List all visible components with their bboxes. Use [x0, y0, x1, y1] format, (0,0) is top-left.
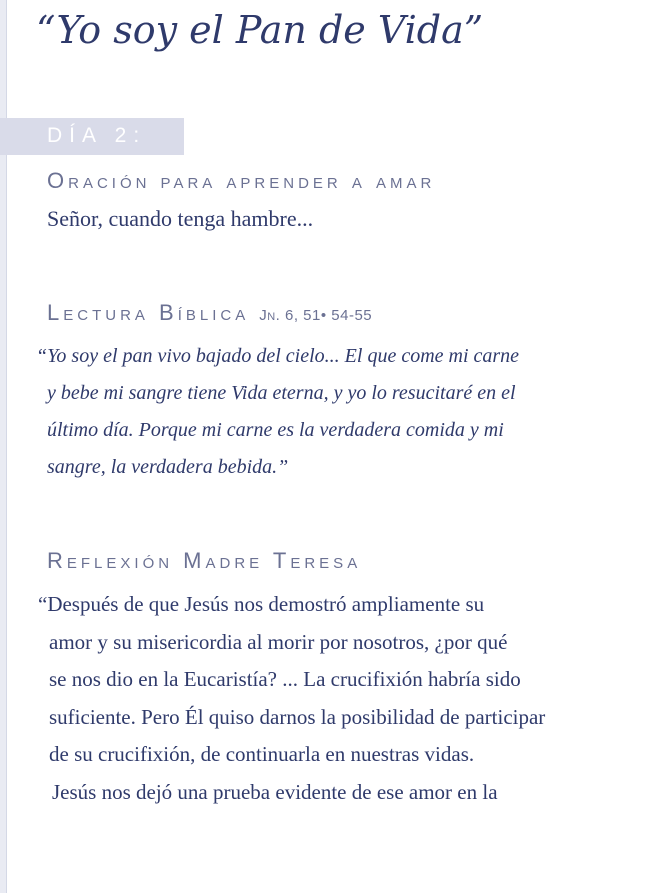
reading-heading-label: Lectura Bíblica [47, 300, 250, 325]
reflection-line: se nos dio en la Eucaristía? ... La crucifixión habría sido [49, 667, 521, 691]
prayer-heading: Oración para aprender a amar [47, 168, 436, 193]
reading-heading [47, 300, 372, 326]
reflection-line: Jesús nos dejó una prueba evidente de ese amor en la [52, 779, 498, 804]
page-title: “Yo soy el Pan de Vida” [36, 8, 484, 52]
reading-line: último día. Porque mi carne es la verdadera comida y mi [47, 419, 504, 441]
reflection-line: amor y su misericordia al morir por nosotros, ¿por qué [49, 629, 508, 654]
reflection-text [38, 586, 658, 811]
reflection-line: “Después de que Jesús nos demostró ampliamente su [38, 592, 485, 616]
bible-reading-text [36, 338, 636, 486]
reading-line: y bebe mi sangre tiene Vida eterna, y yo lo resucitaré en el [47, 382, 516, 404]
day-label: DÍA 2: [47, 124, 147, 147]
reading-line: sangre, la verdadera bebida.” [47, 456, 289, 478]
reading-line: “Yo soy el pan vivo bajado del cielo... El que come mi carne [36, 345, 520, 367]
reflection-heading: Reflexión Madre Teresa [47, 548, 362, 573]
reflection-line: suficiente. Pero Él quiso darnos la posibilidad de participar [49, 704, 546, 729]
day-banner [0, 118, 184, 155]
reflection-line: de su crucifixión, de continuarla en nuestras vidas. [49, 742, 475, 766]
prayer-text: Señor, cuando tenga hambre... [47, 206, 314, 231]
bible-reference: Jn. 6, 51• 54-55 [259, 307, 373, 324]
